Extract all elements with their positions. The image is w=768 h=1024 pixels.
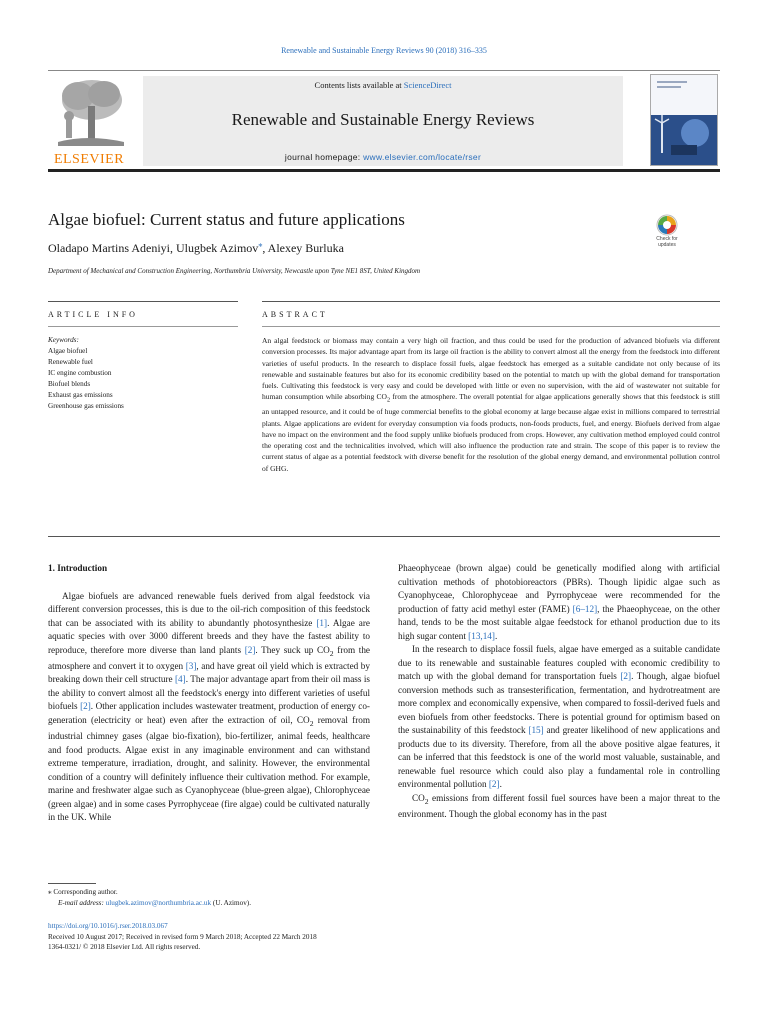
citation-link[interactable]: [13,14] — [468, 630, 495, 641]
subscript: 2 — [309, 718, 314, 728]
text-run: Algae biofuels are advanced renewable fuels derived from algal feedstock via different conversion processes, this is due to the oil-rich composition of this feedstock that can be associated with its ability to abundantly photosynthesize — [48, 590, 370, 628]
citation-link[interactable]: [1] — [316, 617, 328, 628]
keyword-item: Biofuel blends — [48, 380, 91, 388]
masthead-banner — [143, 76, 623, 166]
abstract-underline — [262, 326, 720, 327]
text-run: removal from industrial chimney gases (algae bio-fixation), bio-fertilizer, animal feeds, healthcare and food products. Algae exist in any imaginable environment and can withstand extreme temperature, irradiation, drought, and salinity. However, the environmental condition of a country will definitely influence their cultivation method. For example, marine and freshwater algae such as Cyanophyceae (blue-green algae), Chlorophyceae (green algae) and in some cases Pyrrophyceae (fire algae) could be cultivated naturally in the UK. While — [48, 714, 370, 823]
citation-link[interactable]: [2] — [488, 779, 500, 789]
citation-link[interactable]: [2] — [620, 671, 632, 681]
text-run: . The major advantage apart from their oil mass is the ability to convert almost all the feedstock's energy into different varieties of useful biofuels — [48, 674, 370, 712]
text-run: . — [499, 779, 502, 789]
section-heading-introduction: 1. Introduction — [48, 563, 108, 573]
author-azimov: Ulugbek Azimov — [175, 241, 259, 255]
corresponding-author-note — [48, 887, 251, 898]
check-for-updates-badge[interactable] — [649, 213, 685, 249]
abstract-part: An algal feedstock or biomass may contain a very high oil fraction, and thus could be used for the production of advanced biofuels via different conversion processes. Its major advantage apart from its large oil fraction is the ability to convert almost all the energy from the feedstock into different varieties of useful products. In the research to displace fossil fuels, algae feedstock has emerged as a suitable candidate not only because of its renewable and sustainable features but also for its economic credibility based on the potential to match up with the global demand for transportation fuels. Cultivating this feedstock is very easy and could be developed with little or even no supervision, with the aid of wastewater not suitable for human consumption while absorbing CO — [262, 336, 720, 402]
masthead-top-rule — [48, 70, 720, 71]
article-info-underline — [48, 326, 238, 327]
intro-paragraph-3 — [398, 643, 720, 792]
keyword-item: Algae biofuel — [48, 347, 88, 355]
journal-title: Renewable and Sustainable Energy Reviews — [231, 110, 535, 129]
keyword-item: Exhaust gas emissions — [48, 391, 113, 399]
citation-link[interactable]: [2] — [80, 701, 91, 712]
footnote-rule — [48, 883, 96, 884]
elsevier-wordmark: ELSEVIER — [53, 152, 125, 167]
received-dates: Received 10 August 2017; Received in revised form 9 March 2018; Accepted 22 March 2018 — [48, 932, 317, 941]
journal-cover-image — [651, 75, 717, 165]
sciencedirect-link[interactable]: ScienceDirect — [403, 80, 452, 90]
intro-paragraph-2 — [398, 562, 720, 643]
abstract-rule — [262, 301, 720, 302]
journal-cover-thumbnail[interactable] — [650, 74, 718, 166]
text-run: . — [494, 630, 498, 641]
email-link[interactable]: ulugbek.azimov@northumbria.ac.uk — [105, 898, 212, 907]
keyword-item: IC engine combustion — [48, 369, 112, 377]
subscript: 2 — [386, 396, 391, 404]
abstract-label: ABSTRACT — [262, 310, 328, 319]
keyword-item: Greenhouse gas emissions — [48, 402, 124, 410]
contents-line — [143, 80, 623, 90]
citation-link[interactable]: [3] — [185, 660, 197, 671]
author-affiliation: Department of Mechanical and Construction Engineering, Northumbria University, Newcastle upon Tyne NE1 8ST, United Kingdom — [48, 267, 421, 275]
elsevier-logo — [48, 76, 130, 166]
running-head[interactable]: Renewable and Sustainable Energy Reviews 90 (2018) 316–335 — [281, 46, 487, 55]
body-column-right — [398, 562, 720, 821]
text-run: . They suck up CO — [255, 644, 330, 655]
keyword-item: Renewable fuel — [48, 358, 93, 366]
abstract-bottom-rule — [48, 536, 720, 537]
homepage-line — [143, 152, 623, 162]
keywords-list — [48, 335, 124, 412]
text-run: . Algae are aquatic species with over 3000 different breeds and they have the fastest ability to reproduce, therefore more diverse than land plants — [48, 617, 370, 655]
text-run: CO — [412, 792, 425, 803]
footnote-mark: ⁎ — [48, 888, 52, 896]
keywords-title: Keywords: — [48, 336, 79, 344]
footnote-text: Corresponding author. — [51, 888, 118, 896]
article-info-label: ARTICLE INFO — [48, 310, 138, 319]
text-run: from the atmosphere and convert it to oxygen — [48, 644, 370, 671]
author-list — [48, 240, 344, 256]
author-adeniyi: Oladapo Martins Adeniyi, — [48, 241, 176, 255]
citation-link[interactable]: [15] — [528, 725, 544, 735]
subscript: 2 — [329, 648, 334, 658]
text-run: . Though, algae biofuel conversion methods such as transesterification, fermentation, and hydrotreatment are more complex and economically expensive, when compared to fossil-derived fuels and even biofuels from other feedstocks. There is potential ground for optimism based on the sustainability of this feedstock — [398, 671, 720, 735]
footnote — [48, 887, 251, 908]
tree-icon — [48, 76, 130, 148]
text-run: In the research to displace fossil fuels, algae have emerged as a suitable candidate due to its renewable and sustainable features coupled with economic credibility to match up with the global demand for transportation fuels — [398, 644, 720, 681]
abstract-part: from the atmosphere. The overall potential for algae applications generally shows that this feedstock is still an untapped resource, and it could be of huge commercial benefits to the global economy at large because algae exist in millions compared to terrestrial plants. Algae applications are evident for everyday consumption via foods products, non-foods products, fuel, and energy. Biofuels derived from algae have no impact on the environment and the food supply unlike biofuels produced from crops. However, any cultivation method employed could control the operating cost and the technicalities involved, which will also influence the production rate and strain. The scope of this paper is to review the current status of algae as a potential feedstock with diverse benefit for the resolution of the global energy demand, and environmental pollution control of GHG. — [262, 392, 720, 473]
journal-masthead — [48, 70, 720, 172]
email-note — [48, 898, 251, 909]
email-suffix: (U. Azimov). — [211, 898, 252, 907]
text-run: and greater likelihood of new applications and products due to its diversity. Therefore, from all the above positive algae features, it can be inferred that this feedstock is one of the world most valuable, sustainable, and renewable fuel resource which could also play a fundamental role in controlling environmental pollution — [398, 725, 720, 789]
article-title: Algae biofuel: Current status and future applications — [48, 210, 405, 229]
doi-link[interactable]: https://doi.org/10.1016/j.rser.2018.03.067 — [48, 922, 168, 930]
contents-prefix: Contents lists available at — [314, 80, 404, 90]
citation-link[interactable]: [4] — [175, 674, 186, 685]
abstract-text — [262, 335, 720, 474]
text-run: . Other application includes wastewater treatment, production of energy co-generation (electricity or heat) even after the extraction of oil, CO — [48, 701, 370, 725]
text-run: emissions from different fossil fuel sources have been a major threat to the environment. Though the global economy has in the past — [398, 792, 720, 819]
article-meta — [48, 921, 317, 953]
citation-link[interactable]: [2] — [244, 644, 256, 655]
corresponding-author-mark[interactable]: ⁎ — [258, 240, 263, 249]
citation-link[interactable]: [6–12] — [572, 603, 598, 614]
text-run: , the Phaeophyceae, on the other hand, tends to be the most suitable algae feedstock for ethanol production due to its high sugar content — [398, 603, 721, 641]
intro-paragraph-1 — [48, 590, 370, 825]
article-info-rule — [48, 301, 238, 302]
text-run: , and have great oil yield which is extracted by breaking down their cell structure — [48, 660, 370, 685]
copyright-line: 1364-0321/ © 2018 Elsevier Ltd. All rights reserved. — [48, 943, 201, 951]
author-burluka: , Alexey Burluka — [262, 241, 344, 255]
masthead-bottom-rule — [48, 169, 720, 172]
text-run: Phaeophyceae (brown algae) could be genetically modified along with artificial cultivation methods of photobioreactors (PBRs). Though lipidic algae such as Cyanophyceae, Chlorophyceae and Pyrrophyceae were recommended for the production of fatty acid methyl ester (FAME) — [398, 563, 720, 614]
intro-paragraph-4 — [398, 792, 720, 822]
body-column-left — [48, 562, 370, 825]
check-for-updates-label: Check for updates — [656, 236, 678, 248]
homepage-link[interactable]: www.elsevier.com/locate/rser — [363, 152, 482, 162]
homepage-prefix: journal homepage: — [284, 152, 364, 162]
email-label: E-mail address: — [58, 898, 106, 907]
subscript: 2 — [424, 796, 429, 806]
